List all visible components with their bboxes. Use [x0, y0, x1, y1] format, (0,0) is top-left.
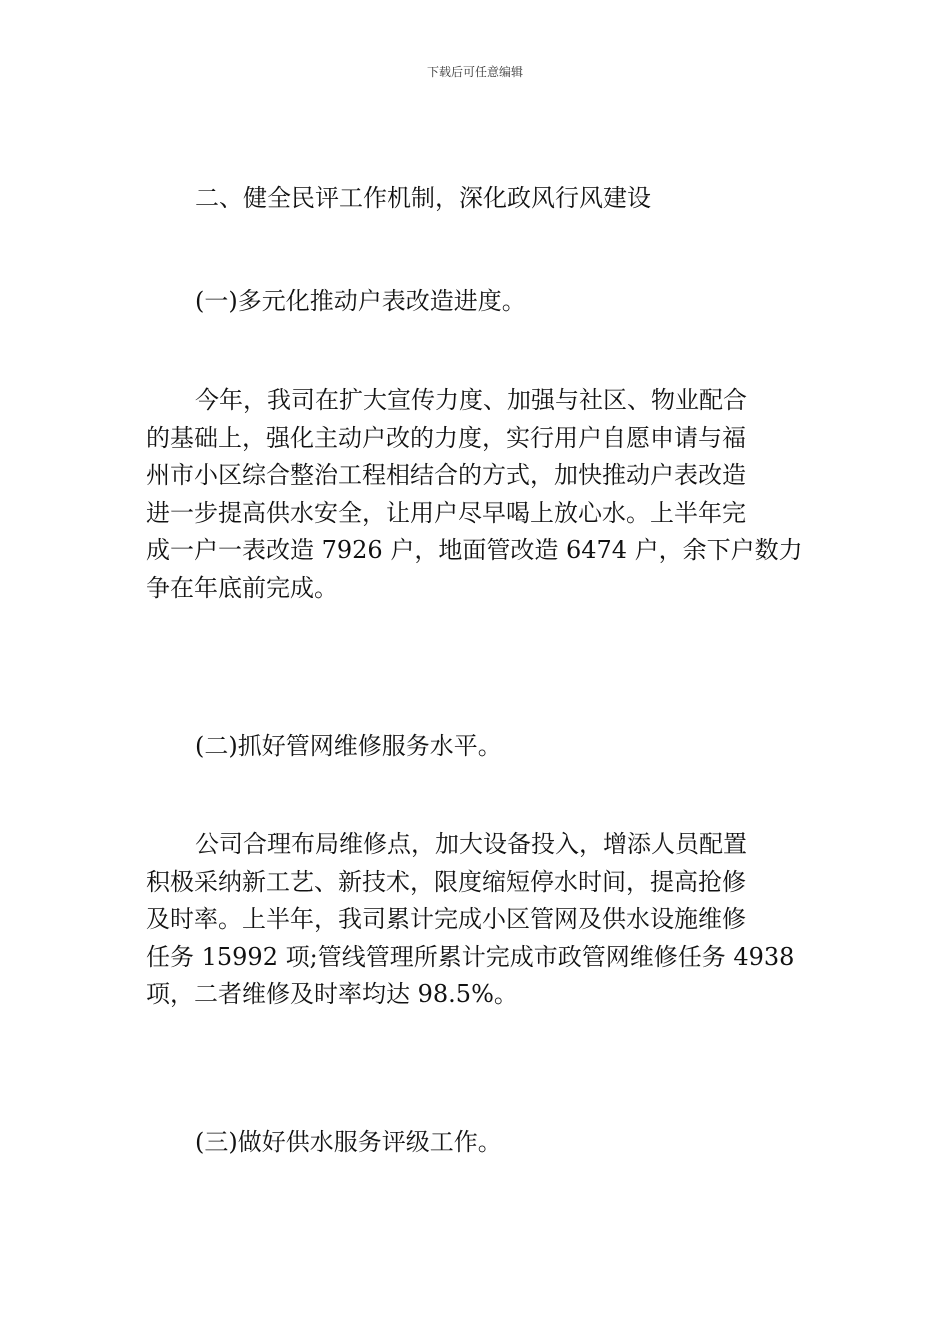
header-note: 下载后可任意编辑	[426, 65, 523, 79]
paragraph-line: 争在年底前完成。	[146, 573, 338, 602]
paragraph-line: 进一步提高供水安全，让用户尽早喝上放心水。上半年完	[146, 498, 746, 527]
subsection-title-2-text: (二)抓好管网维修服务水平。	[195, 732, 502, 760]
paragraph-line: 公司合理布局维修点，加大设备投入，增添人员配置	[195, 830, 747, 858]
subsection-title-3	[146, 1124, 808, 1162]
subsection-title-2	[146, 728, 808, 766]
subsection-title-1	[146, 283, 808, 321]
paragraph-line: 的基础上，强化主动户改的力度，实行用户自愿申请与福	[146, 423, 746, 452]
paragraph-line: 项，二者维修及时率均达 98.5%。	[146, 980, 518, 1009]
section-heading	[146, 180, 808, 218]
paragraph-2	[146, 826, 808, 1014]
subsection-title-1-text: (一)多元化推动户表改造进度。	[195, 287, 526, 315]
paragraph-1	[146, 382, 808, 608]
section-heading-text: 二、健全民评工作机制，深化政风行风建设	[195, 184, 651, 212]
paragraph-line: 及时率。上半年，我司累计完成小区管网及供水设施维修	[146, 905, 746, 934]
subsection-title-3-text: (三)做好供水服务评级工作。	[195, 1128, 502, 1156]
paragraph-line: 成一户一表改造 7926 户，地面管改造 6474 户，余下户数力	[146, 536, 803, 565]
paragraph-line: 任务 15992 项;管线管理所累计完成市政管网维修任务 4938	[146, 942, 795, 971]
paragraph-line: 今年，我司在扩大宣传力度、加强与社区、物业配合	[195, 386, 747, 414]
paragraph-line: 积极采纳新工艺、新技术，限度缩短停水时间，提高抢修	[146, 867, 746, 896]
paragraph-line: 州市小区综合整治工程相结合的方式，加快推动户表改造	[146, 461, 746, 490]
